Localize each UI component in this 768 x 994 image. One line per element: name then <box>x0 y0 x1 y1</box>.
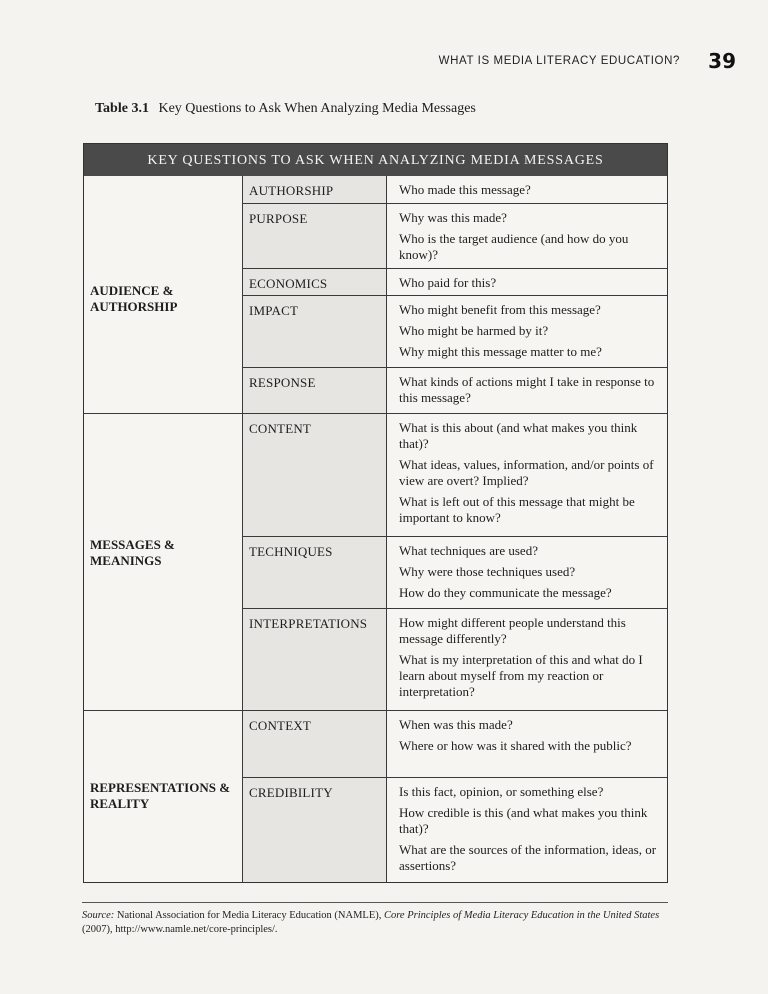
question-text: Who paid for this? <box>399 275 497 290</box>
question-text: Where or how was it shared with the public? <box>399 738 632 753</box>
question-cell <box>386 176 667 204</box>
group-label: REPRESENTATIONS & REALITY <box>90 780 231 811</box>
question-cell <box>386 414 667 537</box>
question-text: What is my interpretation of this and what do I learn about myself from my reaction or interpretation? <box>399 652 643 699</box>
question-text: How might different people understand this message differently? <box>399 615 626 646</box>
question-cell <box>386 609 667 711</box>
category-cell: PURPOSE <box>242 204 386 269</box>
category-cell: CONTENT <box>242 414 386 537</box>
question-cell <box>386 269 667 296</box>
question-text: Why might this message matter to me? <box>399 344 602 359</box>
question-text: Why were those techniques used? <box>399 564 576 579</box>
question-cell <box>386 368 667 414</box>
question-text: Who might be harmed by it? <box>399 323 549 338</box>
question-text: How do they communicate the message? <box>399 585 612 600</box>
group-cell-messages <box>84 414 242 711</box>
caption-text: Key Questions to Ask When Analyzing Media Messages <box>158 101 476 116</box>
category-cell: AUTHORSHIP <box>242 176 386 204</box>
question-text: When was this made? <box>399 717 513 732</box>
table-caption <box>95 101 476 117</box>
category-cell: CONTEXT <box>242 711 386 778</box>
page-number: 39 <box>708 49 736 73</box>
table-title: KEY QUESTIONS TO ASK WHEN ANALYZING MEDIA MESSAGES <box>84 144 667 176</box>
group-label: AUDIENCE & AUTHORSHIP <box>90 283 178 314</box>
question-text: What techniques are used? <box>399 543 538 558</box>
question-text: What kinds of actions might I take in response to this message? <box>399 374 655 405</box>
category-cell: ECONOMICS <box>242 269 386 296</box>
group-cell-audience <box>84 176 242 414</box>
key-questions-table <box>83 143 668 883</box>
category-cell: RESPONSE <box>242 368 386 414</box>
question-text: What are the sources of the information, ideas, or assertions? <box>399 842 657 873</box>
group-cell-representations <box>84 711 242 882</box>
question-text: Who is the target audience (and how do you know)? <box>399 231 629 262</box>
question-text: What is this about (and what makes you think that)? <box>399 420 638 451</box>
question-text: How credible is this (and what makes you think that)? <box>399 805 648 836</box>
running-head: WHAT IS MEDIA LITERACY EDUCATION? <box>438 55 680 67</box>
footer-divider <box>82 902 668 903</box>
question-cell <box>386 778 667 882</box>
category-cell: INTERPRETATIONS <box>242 609 386 711</box>
group-label: MESSAGES & MEANINGS <box>90 537 175 568</box>
question-text: Who might benefit from this message? <box>399 302 601 317</box>
source-title: Core Principles of Media Literacy Education in the United States <box>383 910 660 921</box>
question-cell <box>386 204 667 269</box>
source-label: Source: <box>82 910 115 921</box>
question-text: Who made this message? <box>399 182 531 197</box>
question-text: What is left out of this message that might be important to know? <box>399 494 635 525</box>
source-rest: (2007), http://www.namle.net/core-principles/. <box>82 924 278 935</box>
question-text: Why was this made? <box>399 210 507 225</box>
source-note <box>82 909 672 937</box>
question-cell <box>386 711 667 778</box>
question-cell <box>386 296 667 368</box>
source-org: National Association for Media Literacy Education (NAMLE), <box>116 910 382 921</box>
category-cell: TECHNIQUES <box>242 537 386 609</box>
question-text: Is this fact, opinion, or something else? <box>399 784 604 799</box>
page-header <box>0 49 768 73</box>
question-text: What ideas, values, information, and/or points of view are overt? Implied? <box>399 457 654 488</box>
question-cell <box>386 537 667 609</box>
category-cell: IMPACT <box>242 296 386 368</box>
caption-label: Table 3.1 <box>95 101 149 116</box>
category-cell: CREDIBILITY <box>242 778 386 882</box>
